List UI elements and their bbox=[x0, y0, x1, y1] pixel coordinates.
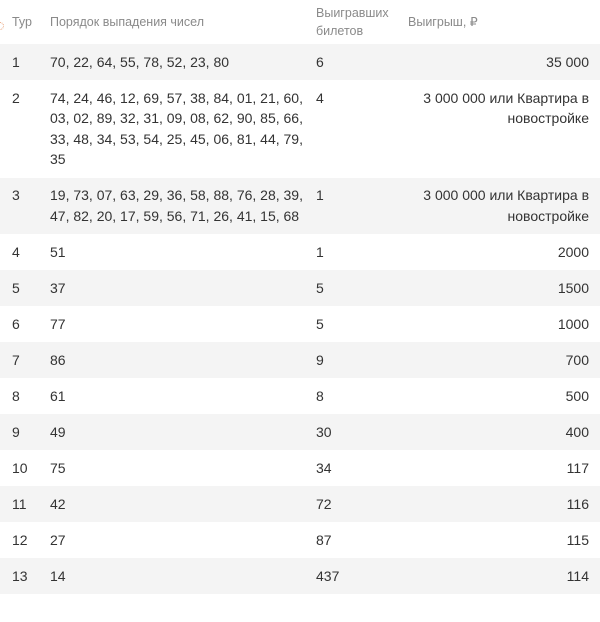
prize-cell: 3 000 000 или Квартира в новостройке bbox=[404, 80, 600, 178]
tour-cell: 3 bbox=[0, 178, 38, 235]
prize-cell: 700 bbox=[404, 342, 600, 378]
table-row bbox=[0, 80, 600, 178]
prize-cell: 115 bbox=[404, 522, 600, 558]
table-row bbox=[0, 378, 600, 414]
prize-cell: 35 000 bbox=[404, 44, 600, 80]
winners-cell: 437 bbox=[304, 558, 404, 594]
numbers-cell: 14 bbox=[38, 558, 304, 594]
tour-cell: 9 bbox=[0, 414, 38, 450]
winners-cell: 1 bbox=[304, 178, 404, 235]
tour-cell: 5 bbox=[0, 270, 38, 306]
header-row bbox=[0, 0, 600, 44]
winners-cell: 8 bbox=[304, 378, 404, 414]
prize-cell: 114 bbox=[404, 558, 600, 594]
winners-cell: 30 bbox=[304, 414, 404, 450]
prize-cell: 1000 bbox=[404, 306, 600, 342]
winners-cell: 1 bbox=[304, 234, 404, 270]
numbers-cell: 37 bbox=[38, 270, 304, 306]
tour-cell: 6 bbox=[0, 306, 38, 342]
numbers-cell: 19, 73, 07, 63, 29, 36, 58, 88, 76, 28, 39, 47, 82, 20, 17, 59, 56, 71, 26, 41, 15, 68 bbox=[38, 178, 304, 235]
tour-cell: 4 bbox=[0, 234, 38, 270]
table-row bbox=[0, 178, 600, 235]
winners-cell: 5 bbox=[304, 270, 404, 306]
tour-cell: 12 bbox=[0, 522, 38, 558]
table-row bbox=[0, 44, 600, 80]
header-winners: Выигравших билетов bbox=[316, 6, 389, 38]
winners-cell: 34 bbox=[304, 450, 404, 486]
prize-cell: 2000 bbox=[404, 234, 600, 270]
numbers-cell: 61 bbox=[38, 378, 304, 414]
table-row bbox=[0, 342, 600, 378]
numbers-cell: 51 bbox=[38, 234, 304, 270]
numbers-cell: 70, 22, 64, 55, 78, 52, 23, 80 bbox=[38, 44, 304, 80]
winners-cell: 9 bbox=[304, 342, 404, 378]
table-row bbox=[0, 414, 600, 450]
numbers-cell: 49 bbox=[38, 414, 304, 450]
prize-cell: 116 bbox=[404, 486, 600, 522]
numbers-cell: 77 bbox=[38, 306, 304, 342]
winners-cell: 72 bbox=[304, 486, 404, 522]
header-tour: Тур bbox=[12, 15, 32, 29]
winners-cell: 4 bbox=[304, 80, 404, 178]
tour-cell: 13 bbox=[0, 558, 38, 594]
table-row bbox=[0, 486, 600, 522]
table-row bbox=[0, 450, 600, 486]
header-numbers: Порядок выпадения чисел bbox=[50, 15, 204, 29]
table-row bbox=[0, 270, 600, 306]
tour-cell: 7 bbox=[0, 342, 38, 378]
prize-cell: 117 bbox=[404, 450, 600, 486]
table-row bbox=[0, 558, 600, 594]
tour-cell: 10 bbox=[0, 450, 38, 486]
table-row bbox=[0, 306, 600, 342]
table-row bbox=[0, 522, 600, 558]
prize-cell: 400 bbox=[404, 414, 600, 450]
numbers-cell: 42 bbox=[38, 486, 304, 522]
winners-cell: 87 bbox=[304, 522, 404, 558]
prize-cell: 1500 bbox=[404, 270, 600, 306]
winners-cell: 5 bbox=[304, 306, 404, 342]
header-prize: Выигрыш, ₽ bbox=[408, 15, 478, 29]
prize-cell: 500 bbox=[404, 378, 600, 414]
tour-cell: 1 bbox=[0, 44, 38, 80]
table-row bbox=[0, 234, 600, 270]
numbers-cell: 74, 24, 46, 12, 69, 57, 38, 84, 01, 21, 60, 03, 02, 89, 32, 31, 09, 08, 62, 90, 85, 66, 33, 48, 34, 53, 54, 25, 45, 06, 81, 44, 79, 35 bbox=[38, 80, 304, 178]
tour-cell: 11 bbox=[0, 486, 38, 522]
tour-cell: 2 bbox=[0, 80, 38, 178]
numbers-cell: 27 bbox=[38, 522, 304, 558]
winners-cell: 6 bbox=[304, 44, 404, 80]
numbers-cell: 86 bbox=[38, 342, 304, 378]
prize-cell: 3 000 000 или Квартира в новостройке bbox=[404, 178, 600, 235]
tour-cell: 8 bbox=[0, 378, 38, 414]
table-header bbox=[0, 0, 600, 44]
table-body bbox=[0, 44, 600, 594]
numbers-cell: 75 bbox=[38, 450, 304, 486]
